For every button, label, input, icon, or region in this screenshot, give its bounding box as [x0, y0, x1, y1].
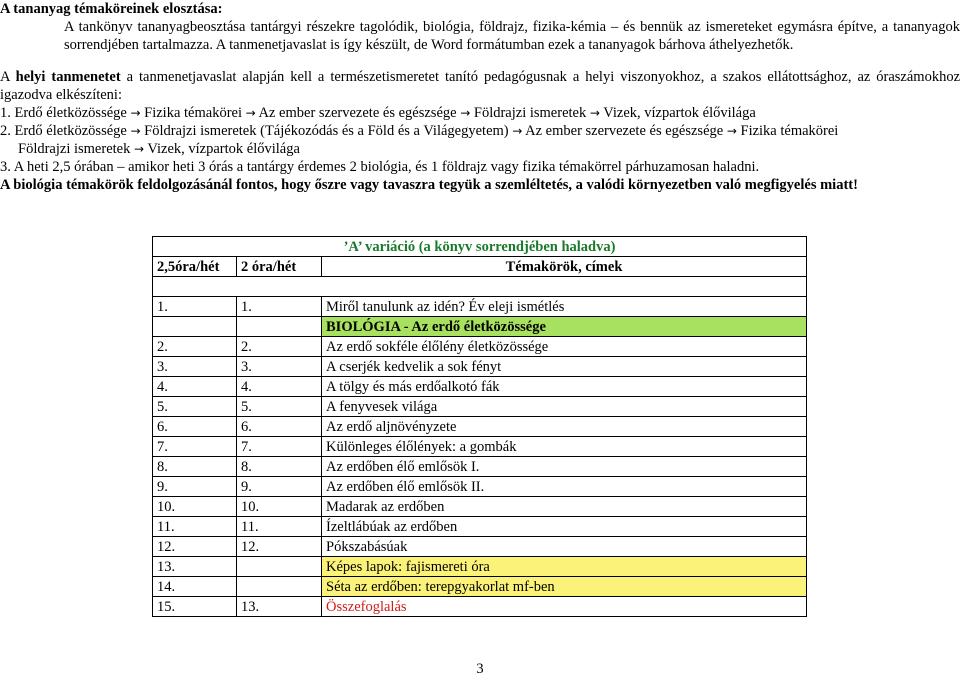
cell-topic: A fenyvesek világa [322, 397, 807, 417]
cell-topic: BIOLÓGIA - Az erdő életközössége [322, 317, 807, 337]
table-row [153, 497, 807, 517]
cell-2-hours: 13. [237, 597, 322, 617]
cell-2-hours: 6. [237, 417, 322, 437]
arrow-icon: → [589, 106, 600, 120]
cell-2-5-hours: 15. [153, 597, 237, 617]
table-row [153, 557, 807, 577]
cell-topic: Az erdőben élő emlősök I. [322, 457, 807, 477]
header-2-hours: 2 óra/hét [237, 257, 322, 277]
table-row [153, 397, 807, 417]
cell-2-5-hours: 8. [153, 457, 237, 477]
cell-topic: Az erdő aljnövényzete [322, 417, 807, 437]
lesson-plan-table [152, 236, 807, 617]
table-row [153, 517, 807, 537]
paragraph-2: A helyi tanmenetet a tanmenetjavaslat alapján kell a természetismeretet tanító pedagógusnak a helyi viszonyokhoz, a szakos ellátottsághoz, az óraszámokhoz igazodva elkészíteni: [0, 69, 960, 103]
table-row [153, 457, 807, 477]
arrow-icon: → [460, 106, 471, 120]
cell-topic: Pókszabásúak [322, 537, 807, 557]
cell-2-hours: 10. [237, 497, 322, 517]
header-topics: Témakörök, címek [322, 257, 807, 277]
cell-2-5-hours: 11. [153, 517, 237, 537]
cell-2-5-hours: 9. [153, 477, 237, 497]
cell-2-hours [237, 317, 322, 337]
cell-2-5-hours: 1. [153, 297, 237, 317]
header-2-5-hours: 2,5óra/hét [153, 257, 237, 277]
table-row [153, 337, 807, 357]
cell-2-5-hours: 10. [153, 497, 237, 517]
cell-2-hours: 8. [237, 457, 322, 477]
cell-2-hours: 11. [237, 517, 322, 537]
arrow-icon: → [130, 124, 141, 138]
cell-topic: Az erdőben élő emlősök II. [322, 477, 807, 497]
order-list-3: 3. A heti 2,5 órában – amikor heti 3 órás a tantárgy érdemes 2 biológia, és 1 földrajz vagy fizika témakörrel párhuzamosan haladni. [0, 159, 760, 175]
cell-2-5-hours: 4. [153, 377, 237, 397]
table-row [153, 317, 807, 337]
cell-topic: A tölgy és más erdőalkotó fák [322, 377, 807, 397]
intro-section [0, 0, 960, 194]
table-header-row [153, 257, 807, 277]
arrow-icon: → [726, 124, 737, 138]
table-row [153, 477, 807, 497]
cell-topic: Miről tanulunk az idén? Év eleji ismétlés [322, 297, 807, 317]
cell-topic: Az erdő sokféle élőlény életközössége [322, 337, 807, 357]
cell-2-5-hours: 7. [153, 437, 237, 457]
cell-topic: Képes lapok: fajismereti óra [322, 557, 807, 577]
cell-2-hours [237, 557, 322, 577]
cell-2-hours: 1. [237, 297, 322, 317]
table-row [153, 417, 807, 437]
table-row [153, 357, 807, 377]
arrow-icon: → [245, 106, 256, 120]
cell-2-hours: 2. [237, 337, 322, 357]
table-row [153, 377, 807, 397]
cell-2-5-hours: 12. [153, 537, 237, 557]
arrow-icon: → [133, 142, 145, 156]
cell-2-5-hours: 14. [153, 577, 237, 597]
cell-topic: A cserjék kedvelik a sok fényt [322, 357, 807, 377]
cell-2-hours [237, 577, 322, 597]
cell-2-hours: 4. [237, 377, 322, 397]
cell-2-hours: 12. [237, 537, 322, 557]
cell-topic: Madarak az erdőben [322, 497, 807, 517]
table-row [153, 597, 807, 617]
bold-note: A biológia témakörök feldolgozásánál fontos, hogy őszre vagy tavaszra tegyük a szemléltetés, a valódi környezetben való megfigyelés miatt! [0, 177, 858, 193]
paragraph-1: A tankönyv tananyagbeosztása tantárgyi részekre tagolódik, biológia, földrajz, fizika-kémia – és bennük az ismereteket egymásra építve, a tananyagok sorrendjében tartalmazza. A tanmenetjavaslat is így készült, de Word formátumban ezek a tananyagok bárhova áthelyezhetők. [64, 19, 960, 53]
order-list-2: 2. Erdő életközössége → Földrajzi ismeretek (Tájékozódás és a Föld és a Világegyetem) → Az ember szervezete és egészsége → Fizika témakörei [0, 123, 839, 139]
section-heading: A tananyag témaköreinek elosztása: [0, 1, 223, 17]
order-list-1: 1. Erdő életközössége → Fizika témakörei → Az ember szervezete és egészsége → Földrajzi ismeretek → Vizek, vízpartok élővilága [0, 105, 756, 121]
table-title: ’A’ variáció (a könyv sorrendjében haladva) [153, 237, 807, 257]
cell-2-hours: 3. [237, 357, 322, 377]
cell-2-hours: 5. [237, 397, 322, 417]
cell-topic: Összefoglalás [322, 597, 807, 617]
table-title-row [153, 237, 807, 257]
cell-topic: Különleges élőlények: a gombák [322, 437, 807, 457]
order-list-2-continued: Földrajzi ismeretek → Vizek, vízpartok élővilága [18, 141, 300, 157]
arrow-icon: → [512, 124, 523, 138]
cell-topic: Séta az erdőben: terepgyakorlat mf-ben [322, 577, 807, 597]
cell-2-5-hours: 6. [153, 417, 237, 437]
table-row [153, 577, 807, 597]
cell-topic: Ízeltlábúak az erdőben [322, 517, 807, 537]
cell-2-5-hours [153, 317, 237, 337]
cell-2-hours: 7. [237, 437, 322, 457]
cell-2-5-hours: 2. [153, 337, 237, 357]
table-spacer [153, 277, 807, 297]
table-row [153, 297, 807, 317]
table-row [153, 537, 807, 557]
arrow-icon: → [130, 106, 141, 120]
table-row [153, 437, 807, 457]
page-number: 3 [476, 661, 484, 677]
cell-2-hours: 9. [237, 477, 322, 497]
cell-2-5-hours: 13. [153, 557, 237, 577]
cell-2-5-hours: 5. [153, 397, 237, 417]
cell-2-5-hours: 3. [153, 357, 237, 377]
bold-phrase: helyi tanmenetet [15, 69, 121, 85]
